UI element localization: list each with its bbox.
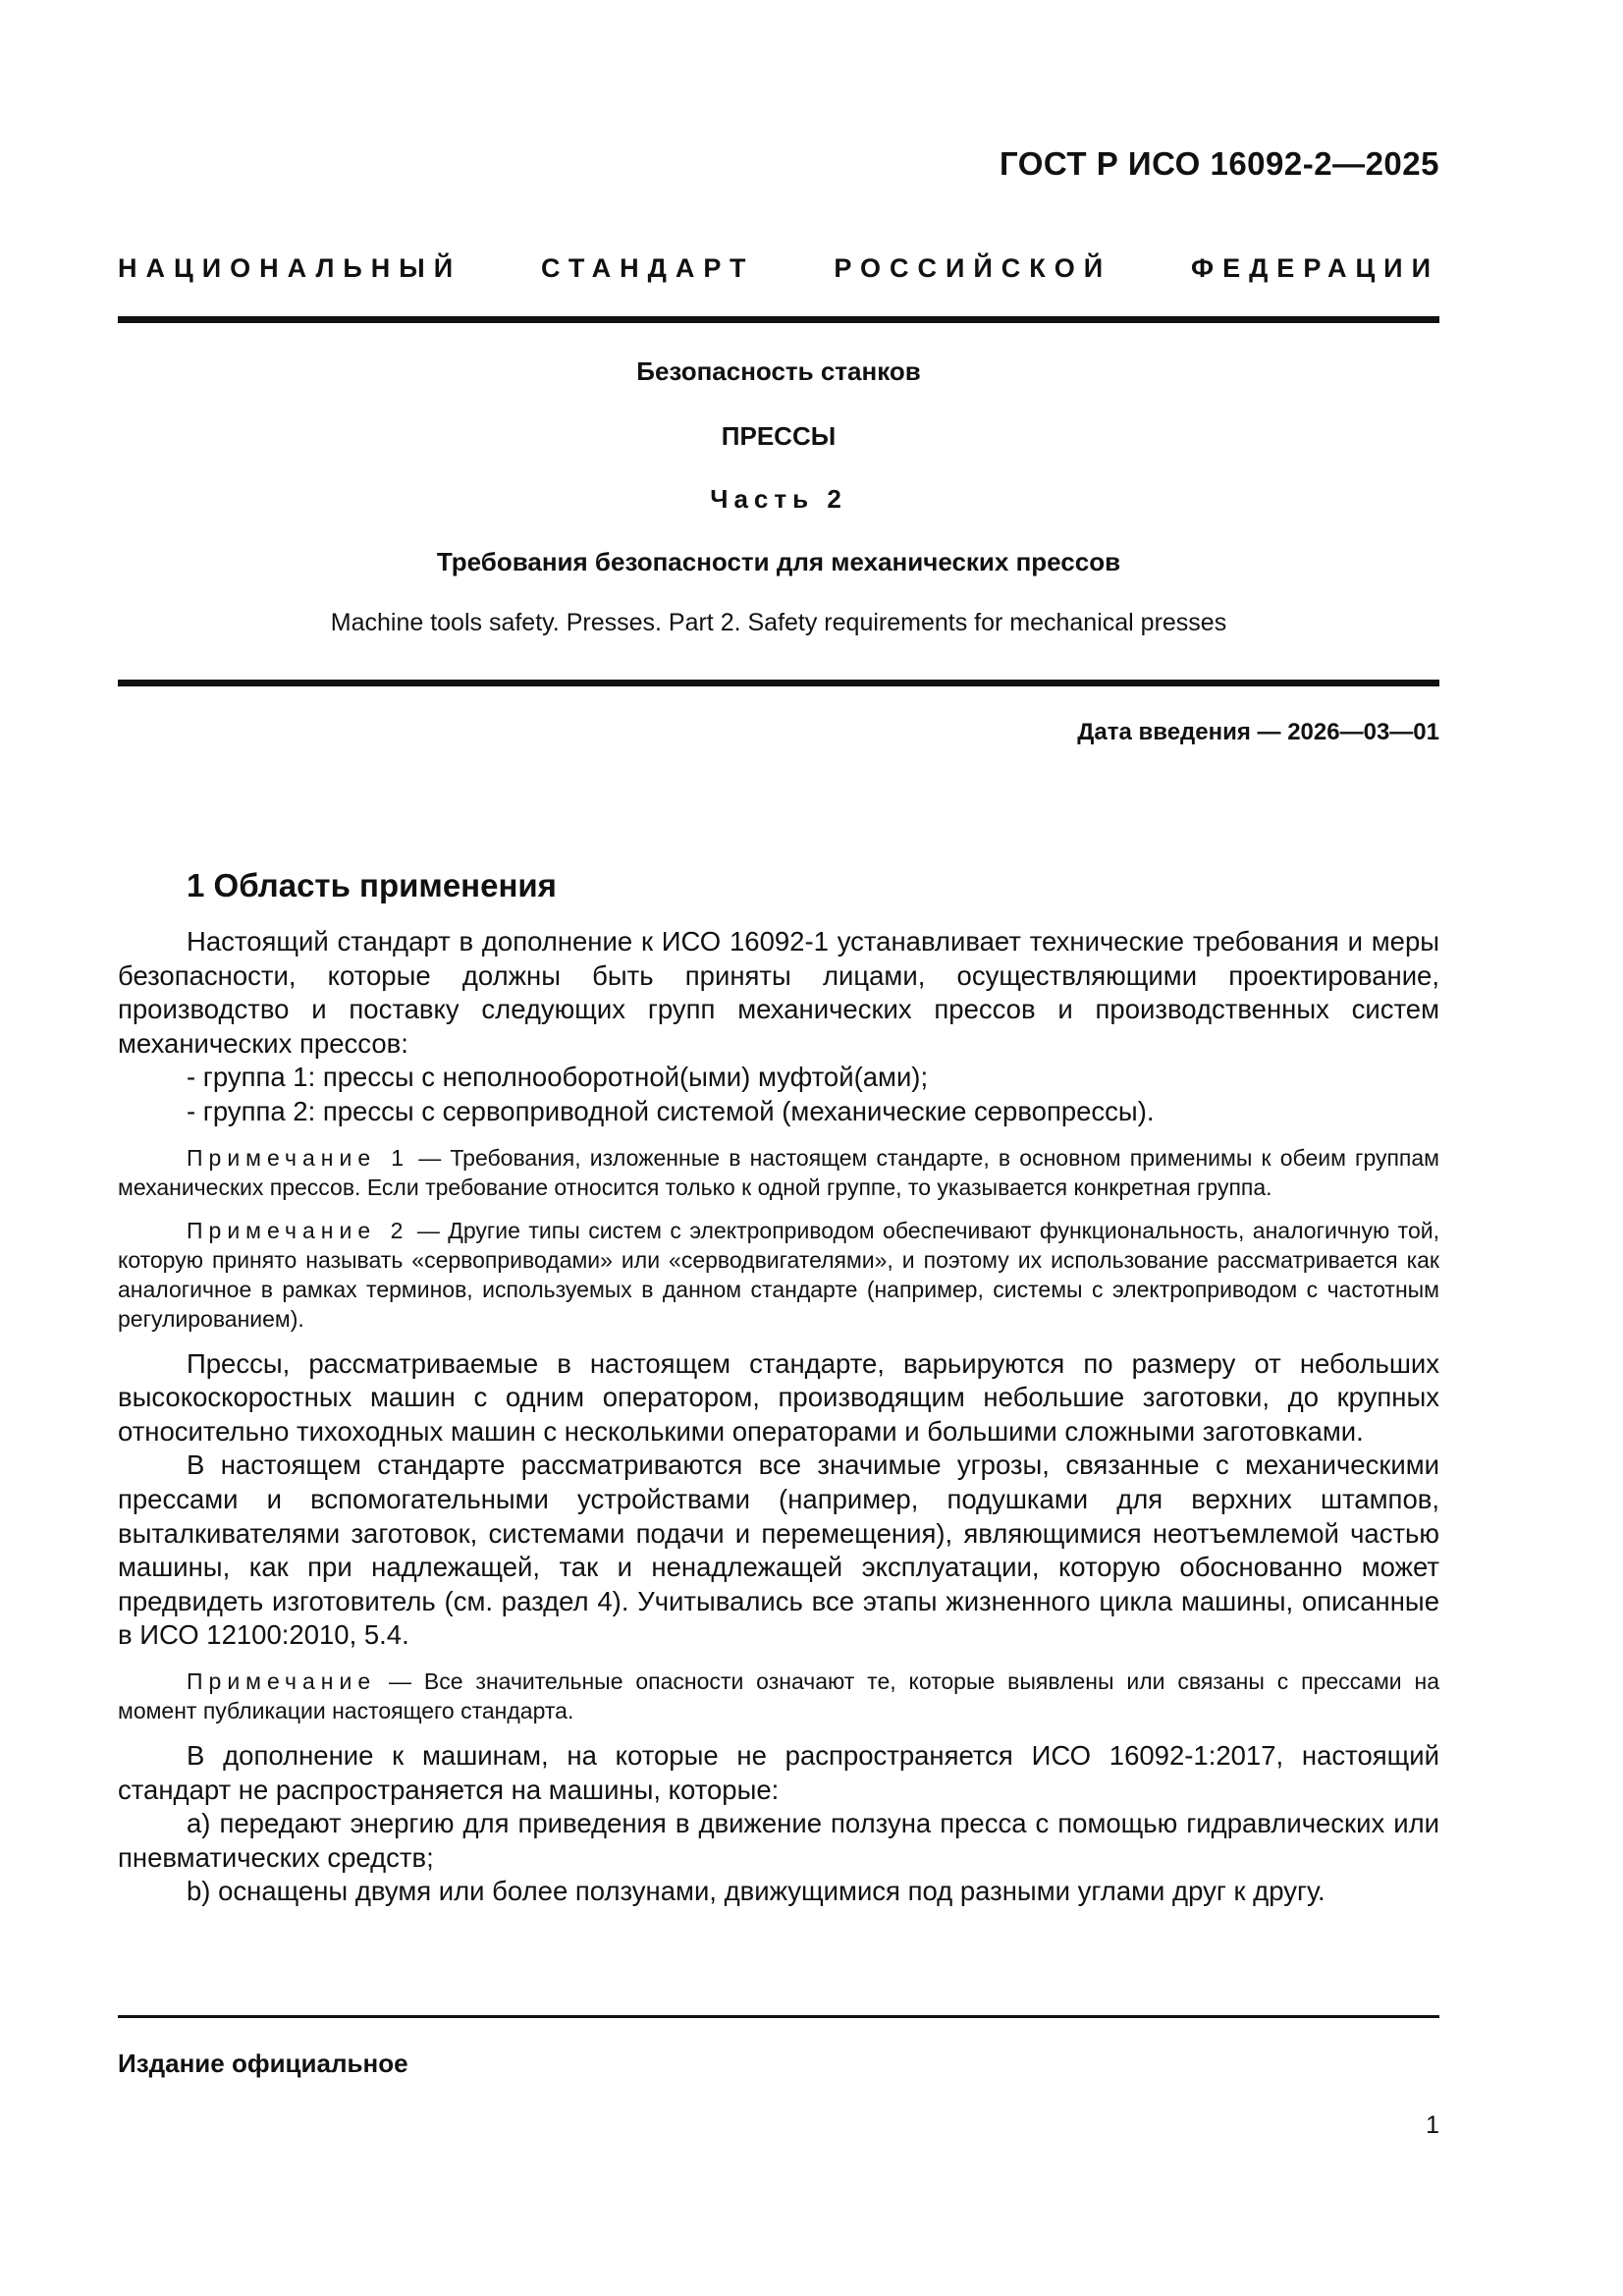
note-3-text: — Все значительные опасности означают те, которые выявлены или связаны с прессами на момент публикации настоящего стандарта.: [118, 1667, 1439, 1723]
exclusion-item-a: a) передают энергию для приведения в движение ползуна пресса с помощью гидравлических или пневматических средств;: [118, 1808, 1439, 1873]
title-main: Безопасность станков: [636, 356, 921, 386]
standard-designation: ГОСТ Р ИСО 16092-2—2025: [999, 145, 1439, 182]
list-item-group-1: - группа 1: прессы с неполнооборотной(ыми) муфтой(ами);: [187, 1062, 929, 1093]
title-part: Часть 2: [710, 484, 847, 514]
note-3-label: Примечание: [187, 1667, 377, 1694]
note-1-text: — Требования, изложенные в настоящем стандарте, в основном применимы к обеим группам механических прессов. Если требование относится только к одной группе, то указывается конкретная группа.: [118, 1144, 1439, 1200]
title-requirements: Требования безопасности для механических прессов: [436, 547, 1121, 576]
note-1-label: Примечание 1: [187, 1144, 410, 1171]
introduction-date: Дата введения — 2026—03—01: [1077, 719, 1439, 745]
title-english: Machine tools safety. Presses. Part 2. Safety requirements for mechanical presses: [330, 609, 1227, 636]
paragraph-intro: Настоящий стандарт в дополнение к ИСО 16092-1 устанавливает технические требования и меры безопасности, которые должны быть приняты лицами, осуществляющими проектирование, производство и поставку следующих групп механических прессов и производственных систем механических прессов:: [118, 926, 1439, 1059]
section-scope: [118, 866, 1439, 1909]
top-divider: [118, 316, 1439, 323]
list-item-group-2: - группа 2: прессы с сервоприводной системой (механические сервопрессы).: [187, 1095, 1155, 1126]
note-3: [118, 1667, 1439, 1725]
official-edition-label: Издание официальное: [118, 2049, 408, 2078]
title-divider: [118, 680, 1439, 686]
paragraph-sizes: Прессы, рассматриваемые в настоящем стандарте, варьируются по размеру от небольших высокоскоростных машин с одним оператором, производящим небольшие заготовки, до крупных относительно тихоходных машин с несколькими операторами и большими сложными заготовками.: [118, 1347, 1439, 1447]
note-2-label: Примечание 2: [187, 1217, 409, 1243]
document-page: [118, 0, 1439, 2296]
footer-divider: [118, 2015, 1439, 2018]
page-number: 1: [1426, 2111, 1439, 2139]
paragraph-hazards: В настоящем стандарте рассматриваются все значимые угрозы, связанные с механическими прессами и вспомогательными устройствами (например, подушками для верхних штампов, выталкивателями заготовок, системами подачи и перемещения), являющимися неотъемлемой частью машины, как при надлежащей, так и ненадлежащей эксплуатации, которую обоснованно может предвидеть изготовитель (см. раздел 4). Учитывались все этапы жизненного цикла машины, описанные в ИСО 12100:2010, 5.4.: [118, 1449, 1439, 1651]
title-presses: ПРЕССЫ: [721, 421, 837, 451]
paragraph-exclusions: В дополнение к машинам, на которые не распространяется ИСО 16092-1:2017, настоящий стандарт не распространяется на машины, которые:: [118, 1739, 1439, 1805]
exclusion-item-b: b) оснащены двумя или более ползунами, движущимися под разными углами друг к другу.: [187, 1876, 1325, 1907]
note-2-text: — Другие типы систем с электроприводом обеспечивают функциональность, аналогичную той, которую принято называть «сервоприводами» или «серводвигателями», и поэтому их использование рассматривается как аналогичное в рамках терминов, используемых в данном стандарте (например, системы с электроприводом с частотным регулированием).: [118, 1217, 1439, 1332]
note-2: [118, 1216, 1439, 1334]
national-standard-heading: НАЦИОНАЛЬНЫЙ СТАНДАРТ РОССИЙСКОЙ ФЕДЕРАЦИИ: [118, 253, 1439, 283]
section-title: 1 Область применения: [187, 867, 557, 903]
note-1: [118, 1143, 1439, 1202]
title-block: [118, 355, 1439, 638]
